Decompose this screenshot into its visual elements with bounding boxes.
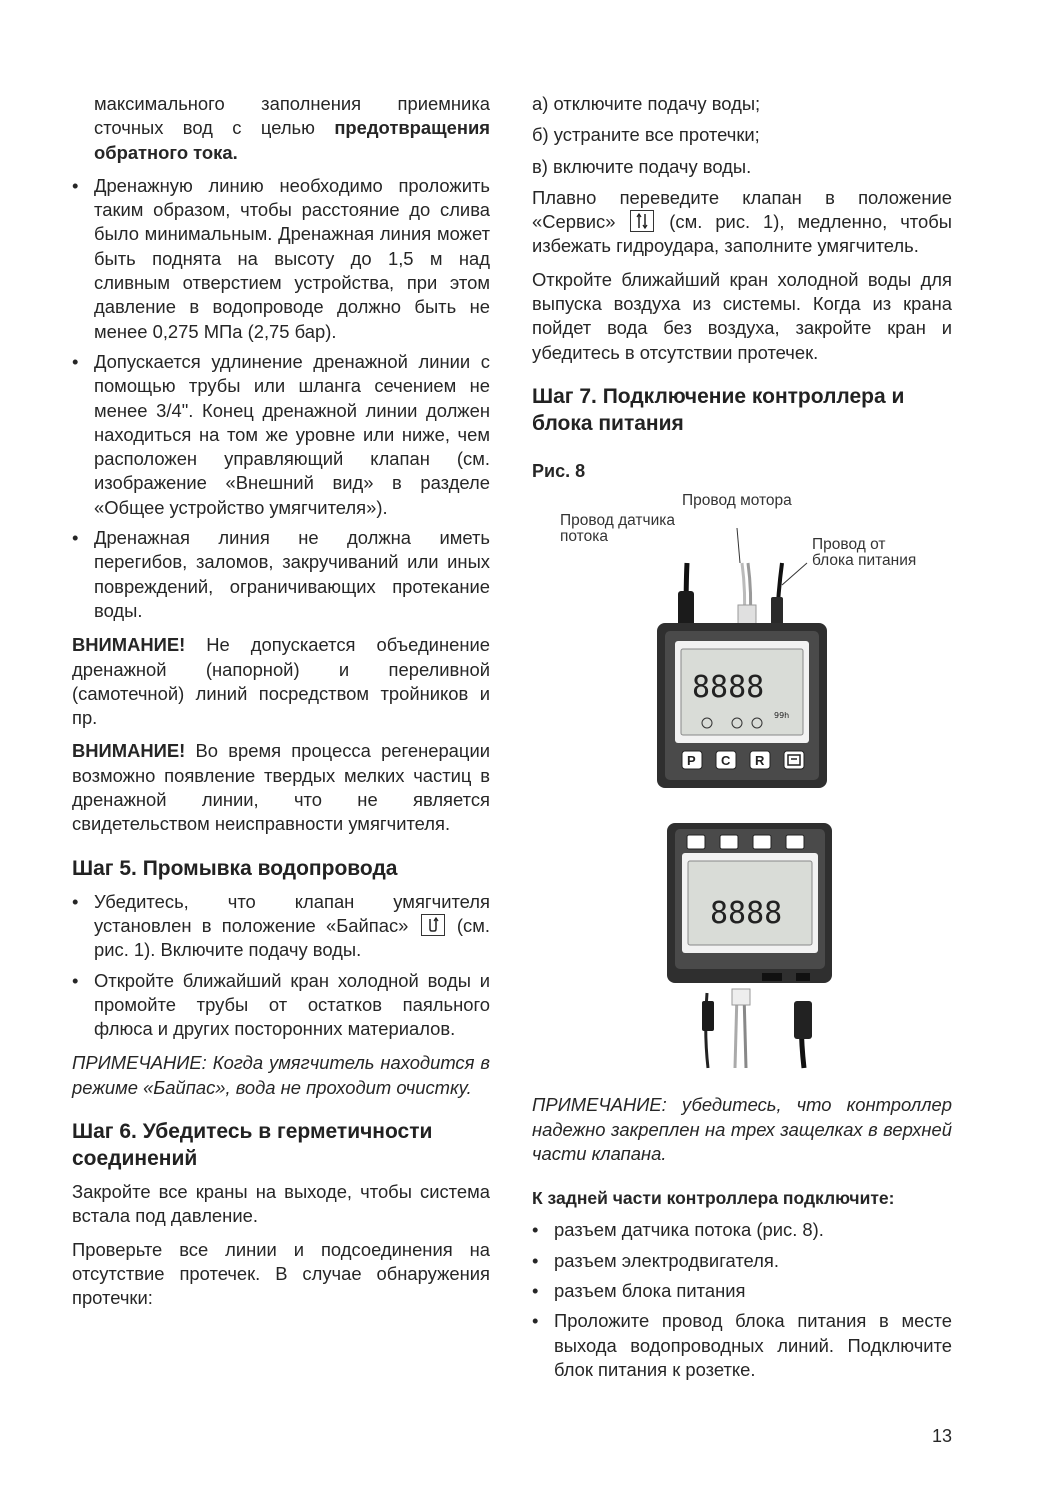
svg-text:8888: 8888 xyxy=(710,896,783,932)
warning-paragraph: ВНИМАНИЕ! Во время процесса регенерации возможно появление твердых мелких частиц в дренажной линии, что не является свидетельством неисправности умягчителя. xyxy=(72,740,490,835)
list-item: • Дренажную линию необходимо проложить таким образом, чтобы расстояние до слива было минимальным. Дренажная линия может быть поднята на высоту до 1,5 м над сливным отверстием устройства, при этом давление в водопроводе должно быть не менее 0,275 МПа (2,75 бар). xyxy=(72,174,490,344)
list-item: • разъем электродвигателя. xyxy=(532,1249,952,1273)
svg-text:99h: 99h xyxy=(774,711,790,721)
page-number: 13 xyxy=(931,1426,952,1446)
service-valve-icon xyxy=(630,210,654,232)
list-item: • разъем датчика потока (рис. 8). xyxy=(532,1218,952,1242)
svg-text:R: R xyxy=(755,753,765,769)
list-item: • разъем блока питания xyxy=(532,1279,952,1303)
air-release-paragraph: Откройте ближайший кран холодной воды для выпуска воздуха из системы. Когда из крана пойдет вода без воздуха, закройте кран и убедитесь в отсутствии протечек. xyxy=(532,268,952,363)
list-item: • Откройте ближайший кран холодной воды и промойте трубы от остатков паяльного флюса и других посторонних материалов. xyxy=(72,969,490,1042)
callout-power-wire: Провод от блока питания xyxy=(812,536,917,570)
figure-label: Рис. 8 xyxy=(532,460,586,481)
step5-bullets xyxy=(72,890,490,1042)
callout-motor-wire: Провод мотора xyxy=(682,492,792,510)
figure-note: ПРИМЕЧАНИЕ: убедитесь, что контроллер надежно закреплен на трех защелках в верхней части клапана. xyxy=(532,1094,952,1164)
continued-paragraph: максимального заполнения приемника сточных вод с целью предотвращения обратного тока. xyxy=(94,93,490,163)
leak-steps xyxy=(532,92,952,179)
warning-paragraph: ВНИМАНИЕ! Не допускается объединение дренажной (напорной) и переливной (самотечной) линий посредством тройников и пр. xyxy=(72,634,490,729)
list-item: б) устраните все протечки; xyxy=(532,124,760,146)
controller-figure xyxy=(532,493,952,1093)
step5-note: ПРИМЕЧАНИЕ: Когда умягчитель находится в режиме «Байпас», вода не проходит очистку. xyxy=(72,1052,490,1098)
bypass-valve-icon xyxy=(421,914,445,936)
step6-paragraph: Закройте все краны на выходе, чтобы система встала под давление. xyxy=(72,1180,490,1227)
svg-text:C: C xyxy=(721,753,731,769)
right-column xyxy=(532,92,952,1392)
step7-heading: Шаг 7. Подключение контроллера и блока питания xyxy=(532,384,905,435)
svg-text:P: P xyxy=(687,753,696,769)
connect-bullets xyxy=(532,1218,952,1382)
list-item: а) отключите подачу воды; xyxy=(532,93,761,114)
list-item: в) включите подачу воды. xyxy=(532,155,752,177)
svg-text:8888: 8888 xyxy=(692,670,765,706)
controller-front-view xyxy=(657,623,827,788)
step5-heading: Шаг 5. Промывка водопровода xyxy=(72,856,398,880)
list-item: • Убедитесь, что клапан умягчителя установлен в положение «Байпас» (см. рис. 1). Включите подачу воды. xyxy=(72,890,490,963)
list-item: • Дренажная линия не должна иметь перегибов, заломов, закручиваний или иных повреждений, ограничивающих протекание воды. xyxy=(72,526,490,623)
list-item: • Проложите провод блока питания в месте выхода водопроводных линий. Подключите блок питания к розетке. xyxy=(532,1309,952,1382)
drain-bullets xyxy=(72,174,490,623)
service-paragraph: Плавно переведите клапан в положение «Сервис» (см. рис. 1), медленно, чтобы избежать гидроудара, заполните умягчитель. xyxy=(532,186,952,257)
step6-paragraph: Проверьте все линии и подсоединения на отсутствие протечек. В случае обнаружения протечки: xyxy=(72,1238,490,1309)
step6-heading: Шаг 6. Убедитесь в герметичности соединений xyxy=(72,1119,433,1170)
left-column xyxy=(72,92,490,1319)
controller-illustration xyxy=(532,523,952,1083)
controller-rear-view xyxy=(667,823,832,983)
list-item: • Допускается удлинение дренажной линии с помощью трубы или шланга сечением не менее 3/4". Конец дренажной линии должен находиться на том же уровне или ниже, чем расположен управляющий клапан (см. изображение «Внешний вид» в разделе «Общее устройство умягчителя»). xyxy=(72,350,490,520)
callout-flow-sensor-wire: Провод датчика потока xyxy=(560,512,675,546)
connect-heading: К задней части контроллера подключите: xyxy=(532,1188,895,1209)
